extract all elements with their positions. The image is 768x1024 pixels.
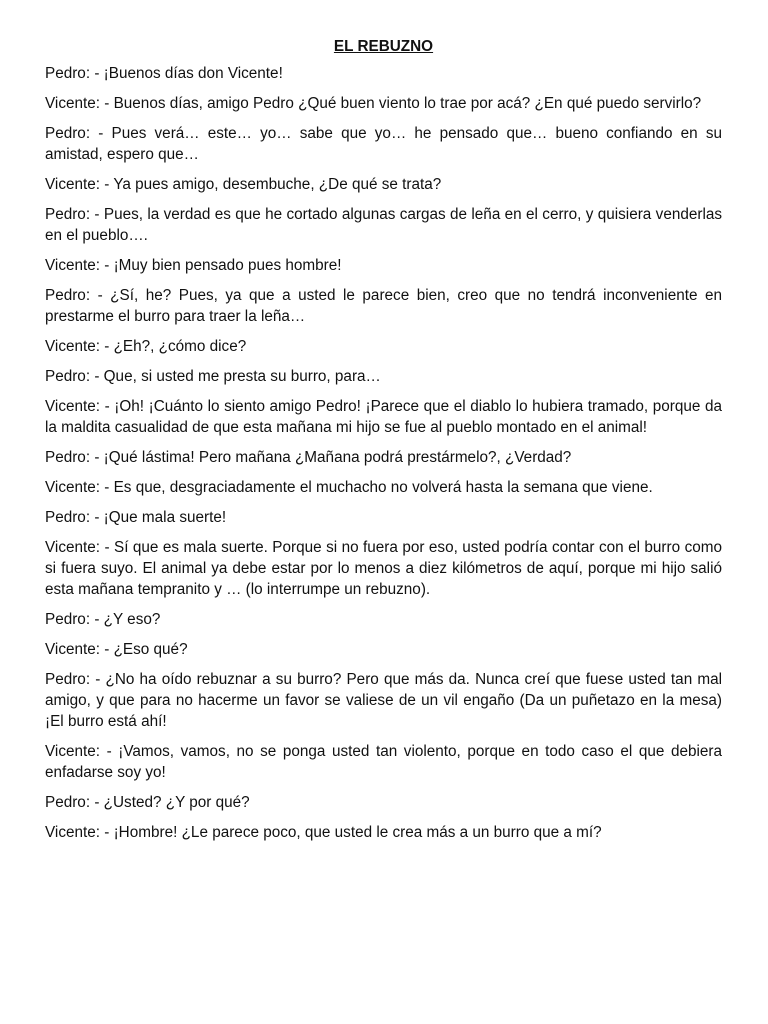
dialogue-line: Pedro: - Pues verá… este… yo… sabe que yo… he pensado que… bueno confiando en su amistad, espero que… xyxy=(45,125,722,163)
document-title: EL REBUZNO xyxy=(333,38,434,55)
dialogue-line: Vicente: - ¡Hombre! ¿Le parece poco, que usted le crea más a un burro que a mí? xyxy=(45,824,602,841)
dialogue-line: Vicente: - ¡Muy bien pensado pues hombre! xyxy=(45,257,342,274)
dialogue-line: Pedro: - ¿Y eso? xyxy=(45,611,161,628)
dialogue-line: Vicente: - Es que, desgraciadamente el muchacho no volverá hasta la semana que viene. xyxy=(45,479,653,496)
dialogue-line: Pedro: - ¡Buenos días don Vicente! xyxy=(45,65,283,82)
dialogue-line: Vicente: - ¡Oh! ¡Cuánto lo siento amigo Pedro! ¡Parece que el diablo lo hubiera tramado, porque da la maldita casualidad de que esta mañana mi hijo se fue al pueblo montado en el animal! xyxy=(45,398,722,436)
dialogue-line: Vicente: - Buenos días, amigo Pedro ¿Qué buen viento lo trae por acá? ¿En qué puedo servirlo? xyxy=(45,95,702,112)
dialogue-line: Vicente: - ¡Vamos, vamos, no se ponga usted tan violento, porque en todo caso el que debiera enfadarse soy yo! xyxy=(45,743,722,781)
dialogue-line: Vicente: - ¿Eso qué? xyxy=(45,641,188,658)
dialogue-line: Pedro: - ¡Que mala suerte! xyxy=(45,509,227,526)
dialogue-line: Pedro: - ¿Usted? ¿Y por qué? xyxy=(45,794,250,811)
dialogue-line: Vicente: - ¿Eh?, ¿cómo dice? xyxy=(45,338,247,355)
dialogue-line: Pedro: - ¡Qué lástima! Pero mañana ¿Mañana podrá prestármelo?, ¿Verdad? xyxy=(45,449,572,466)
document-page xyxy=(45,36,722,852)
dialogue-line: Pedro: - Pues, la verdad es que he cortado algunas cargas de leña en el cerro, y quisiera venderlas en el pueblo…. xyxy=(45,206,722,244)
dialogue-line: Vicente: - Ya pues amigo, desembuche, ¿De qué se trata? xyxy=(45,176,442,193)
dialogue-line: Pedro: - ¿Sí, he? Pues, ya que a usted le parece bien, creo que no tendrá inconveniente en prestarme el burro para traer la leña… xyxy=(45,287,722,325)
dialogue-line: Vicente: - Sí que es mala suerte. Porque si no fuera por eso, usted podría contar con el burro como si fuera suyo. El animal ya debe estar por lo menos a diez kilómetros de aquí, porque mi hijo salió esta mañana tempranito y … (lo interrumpe un rebuzno). xyxy=(45,539,722,598)
dialogue-line: Pedro: - Que, si usted me presta su burro, para… xyxy=(45,368,381,385)
dialogue-line: Pedro: - ¿No ha oído rebuznar a su burro? Pero que más da. Nunca creí que fuese usted tan mal amigo, y que para no hacerme un favor se valiese de un vil engaño (Da un puñetazo en la mesa) ¡El burro está ahí! xyxy=(45,671,722,730)
